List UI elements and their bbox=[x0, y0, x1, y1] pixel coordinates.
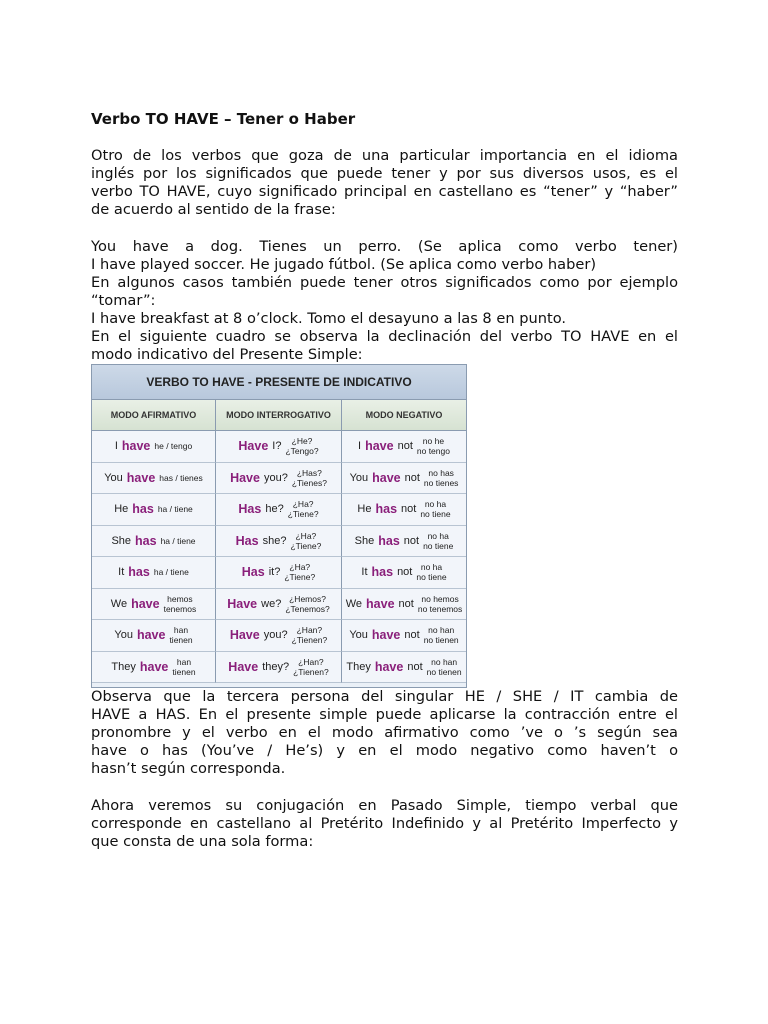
subject: He bbox=[114, 503, 129, 516]
translation: no han no tienen bbox=[426, 656, 462, 677]
verb-form: Have bbox=[238, 439, 269, 454]
negation: not bbox=[404, 629, 420, 642]
verb-form: Has bbox=[235, 533, 259, 548]
table-header: MODO AFIRMATIVO bbox=[92, 400, 216, 431]
subject: It bbox=[118, 566, 125, 579]
verb-form: has bbox=[132, 502, 154, 517]
intro-line: verbo TO HAVE, cuyo significado principal en castellano es “tener” y “haber” bbox=[91, 183, 678, 200]
example-line: I have played soccer. He jugado fútbol. (Se aplica como verbo haber) bbox=[91, 256, 597, 273]
intro-line: Otro de los verbos que goza de una particular importancia en el idioma bbox=[91, 147, 678, 164]
example-line: “tomar”: bbox=[91, 292, 156, 309]
subject: they? bbox=[262, 660, 290, 673]
subject: They bbox=[111, 660, 136, 673]
example-line: En algunos casos también puede tener otros significados como por ejemplo bbox=[91, 274, 678, 291]
negation: not bbox=[404, 471, 420, 484]
verb-form: Has bbox=[241, 565, 265, 580]
interrogative-cell bbox=[216, 589, 342, 621]
subject: you? bbox=[263, 629, 288, 642]
translation: hemos tenemos bbox=[163, 593, 197, 614]
translation: ¿He? ¿Tengo? bbox=[285, 436, 319, 457]
intro-line: de acuerdo al sentido de la frase: bbox=[91, 201, 336, 218]
example-line: modo indicativo del Presente Simple: bbox=[91, 346, 363, 363]
subject: She bbox=[111, 534, 132, 547]
example-line: You have a dog. Tienes un perro. (Se aplica como verbo tener) bbox=[91, 238, 678, 255]
translation: ¿Has? ¿Tienes? bbox=[291, 467, 327, 488]
verb-form: have bbox=[371, 628, 401, 643]
translation: no ha no tiene bbox=[416, 562, 447, 583]
interrogative-cell bbox=[216, 652, 342, 684]
page-title: Verbo TO HAVE – Tener o Haber bbox=[91, 110, 356, 128]
table-title: VERBO TO HAVE - PRESENTE DE INDICATIVO bbox=[92, 365, 466, 400]
verb-form: Have bbox=[230, 470, 260, 485]
affirmative-cell bbox=[92, 557, 216, 589]
negation: not bbox=[397, 440, 413, 453]
negative-cell bbox=[342, 463, 466, 495]
negation: not bbox=[401, 503, 417, 516]
subject: You bbox=[349, 471, 369, 484]
affirmative-cell bbox=[92, 652, 216, 684]
affirmative-cell bbox=[92, 589, 216, 621]
translation: no has no tienes bbox=[423, 467, 459, 488]
interrogative-cell bbox=[216, 431, 342, 463]
negative-cell bbox=[342, 589, 466, 621]
translation: no han no tienen bbox=[423, 625, 459, 646]
negative-cell bbox=[342, 620, 466, 652]
translation: ¿Ha? ¿Tiene? bbox=[284, 562, 316, 583]
negation: not bbox=[398, 597, 414, 610]
subject: It bbox=[361, 566, 368, 579]
verb-form: Have bbox=[229, 628, 260, 643]
translation: ¿Ha? ¿Tiene? bbox=[287, 499, 319, 520]
negation: not bbox=[403, 534, 420, 547]
translation: no ha no tiene bbox=[423, 530, 454, 551]
intro-paragraph bbox=[91, 147, 678, 219]
subject: you? bbox=[263, 471, 288, 484]
translation: has / tienes bbox=[159, 472, 203, 483]
verb-form: has bbox=[128, 565, 150, 580]
subject: he? bbox=[265, 503, 284, 516]
verb-form: has bbox=[378, 533, 400, 548]
negative-cell bbox=[342, 526, 466, 558]
interrogative-cell bbox=[216, 463, 342, 495]
observation-line: HAVE a HAS. En el presente simple puede aplicarse la contracción entre el bbox=[91, 706, 678, 723]
translation: ha / tiene bbox=[157, 504, 193, 515]
negation: not bbox=[407, 660, 423, 673]
subject: You bbox=[349, 629, 368, 642]
verb-form: have bbox=[121, 439, 151, 454]
negative-cell bbox=[342, 652, 466, 684]
verb-form: has bbox=[371, 565, 394, 580]
observation-paragraph bbox=[91, 688, 678, 778]
translation: no hemos no tenemos bbox=[417, 593, 463, 614]
past-paragraph bbox=[91, 797, 678, 851]
table-header: MODO INTERROGATIVO bbox=[216, 400, 342, 431]
subject: They bbox=[346, 660, 371, 673]
verb-form: have bbox=[139, 659, 169, 674]
interrogative-cell bbox=[216, 494, 342, 526]
subject: You bbox=[104, 471, 123, 484]
negation: not bbox=[397, 566, 413, 579]
verb-form: have bbox=[131, 596, 160, 611]
subject: She bbox=[354, 534, 375, 547]
subject: He bbox=[357, 503, 372, 516]
translation: han tienen bbox=[172, 656, 196, 677]
verb-form: Have bbox=[228, 659, 259, 674]
subject: I bbox=[358, 440, 362, 453]
verb-form: have bbox=[366, 596, 395, 611]
observation-line: hasn’t según corresponda. bbox=[91, 760, 286, 777]
translation: ha / tiene bbox=[160, 535, 196, 546]
subject: we? bbox=[261, 597, 282, 610]
affirmative-cell bbox=[92, 494, 216, 526]
table-grid bbox=[92, 400, 466, 683]
subject: I bbox=[114, 440, 118, 453]
affirmative-cell bbox=[92, 526, 216, 558]
verb-form: Has bbox=[238, 502, 262, 517]
subject: she? bbox=[262, 534, 287, 547]
interrogative-cell bbox=[216, 557, 342, 589]
translation: ¿Han? ¿Tienen? bbox=[291, 625, 328, 646]
verb-form: have bbox=[126, 470, 156, 485]
translation: ¿Hemos? ¿Tenemos? bbox=[285, 593, 330, 614]
verb-form: have bbox=[136, 628, 166, 643]
subject: it? bbox=[268, 566, 281, 579]
subject: I? bbox=[272, 440, 282, 453]
translation: ¿Han? ¿Tienen? bbox=[293, 656, 329, 677]
affirmative-cell bbox=[92, 620, 216, 652]
example-line: I have breakfast at 8 o’clock. Tomo el desayuno a las 8 en punto. bbox=[91, 310, 567, 327]
translation: he / tengo bbox=[154, 441, 193, 452]
conjugation-table bbox=[91, 364, 467, 688]
translation: no ha no tiene bbox=[420, 499, 451, 520]
subject: We bbox=[345, 597, 363, 610]
verb-form: have bbox=[372, 470, 401, 485]
observation-line: have o has (You’ve / He’s) y en el modo negativo como haven’t o bbox=[91, 742, 678, 759]
negative-cell bbox=[342, 494, 466, 526]
verb-form: has bbox=[135, 533, 157, 548]
interrogative-cell bbox=[216, 526, 342, 558]
observation-line: pronombre y el verbo en el modo afirmativo como ’ve o ’s según sea bbox=[91, 724, 678, 741]
past-line: Ahora veremos su conjugación en Pasado Simple, tiempo verbal que bbox=[91, 797, 678, 814]
example-line: En el siguiente cuadro se observa la declinación del verbo TO HAVE en el bbox=[91, 328, 678, 345]
negative-cell bbox=[342, 431, 466, 463]
verb-form: has bbox=[375, 502, 398, 517]
verb-form: have bbox=[365, 439, 394, 454]
past-line: corresponde en castellano al Pretérito Indefinido y al Pretérito Imperfecto y bbox=[91, 815, 678, 832]
interrogative-cell bbox=[216, 620, 342, 652]
examples-paragraph bbox=[91, 238, 678, 364]
intro-line: inglés por los significados que puede tener y por sus diversos usos, es el bbox=[91, 165, 678, 182]
past-line: que consta de una sola forma: bbox=[91, 833, 314, 850]
verb-form: Have bbox=[227, 596, 258, 611]
affirmative-cell bbox=[92, 463, 216, 495]
affirmative-cell bbox=[92, 431, 216, 463]
verb-form: have bbox=[374, 659, 404, 674]
subject: We bbox=[110, 597, 128, 610]
negative-cell bbox=[342, 557, 466, 589]
table-header: MODO NEGATIVO bbox=[342, 400, 466, 431]
translation: ha / tiene bbox=[153, 567, 189, 578]
translation: no he no tengo bbox=[416, 436, 450, 457]
observation-line: Observa que la tercera persona del singular HE / SHE / IT cambia de bbox=[91, 688, 678, 705]
translation: han tienen bbox=[169, 625, 193, 646]
translation: ¿Ha? ¿Tiene? bbox=[290, 530, 322, 551]
subject: You bbox=[114, 629, 133, 642]
